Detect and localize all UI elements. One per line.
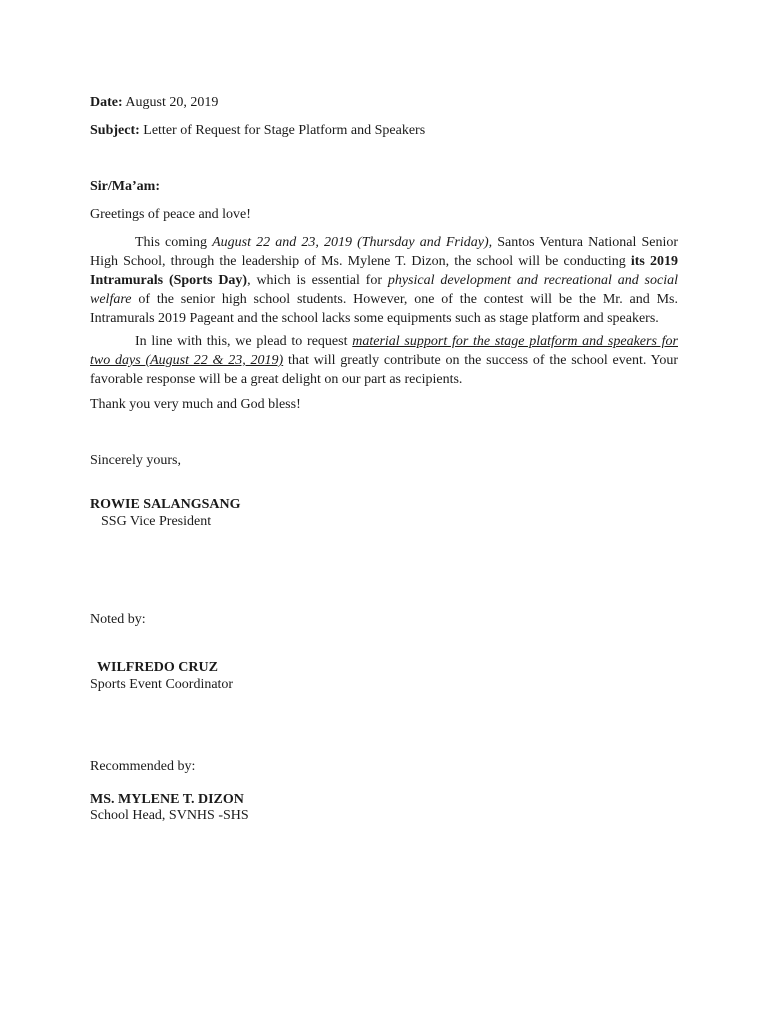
salutation: [90, 177, 160, 196]
date-label: Date:: [90, 95, 123, 110]
signer-title: SSG Vice President: [101, 514, 212, 529]
noted-label: Noted by:: [90, 612, 146, 627]
subject-label: Subject:: [90, 123, 140, 138]
p1-text-3: , which is essential for: [247, 273, 388, 288]
subject-value: Letter of Request for Stage Platform and Speakers: [143, 123, 426, 138]
p2-text-2: that will greatly contribute on the success of the school event. Your favorable response will be a great delight on our part as recipients.: [90, 353, 678, 387]
closing-line: Sincerely yours,: [90, 453, 181, 468]
thanks-line: Thank you very much and God bless!: [90, 397, 301, 412]
body-paragraph-1: [90, 233, 678, 328]
p2-text-1: In line with this, we plead to request: [135, 334, 353, 349]
recommended-name-text: MS. MYLENE T. DIZON: [90, 792, 244, 807]
p1-purpose: physical development and recreational and social welfare: [90, 273, 678, 307]
noted-name-text: WILFREDO CRUZ: [97, 660, 218, 675]
noted-title: Sports Event Coordinator: [90, 677, 234, 692]
salutation-text: Sir/Ma’am:: [90, 179, 160, 194]
p1-text-2: Santos Ventura National Senior High School, through the leadership of Ms. Mylene T. Dizon, the school will be conducting: [90, 235, 678, 269]
p1-event-dates: August 22 and 23, 2019 (Thursday and Friday),: [212, 235, 493, 250]
signer-name-text: ROWIE SALANGSANG: [90, 497, 241, 512]
p1-text-4: of the senior high school students. However, one of the contest will be the Mr. and Ms. Intramurals 2019 Pageant and the school lacks some equipments such as stage platform and speakers.: [90, 292, 678, 326]
p1-text-1: This coming: [135, 235, 213, 250]
greeting: Greetings of peace and love!: [90, 207, 251, 222]
body-paragraph-2: [90, 332, 678, 389]
recommended-title: School Head, SVNHS -SHS: [90, 808, 249, 823]
recommended-label: Recommended by:: [90, 759, 196, 774]
p1-event-name: its 2019 Intramurals (Sports Day): [90, 254, 679, 288]
date-value: August 20, 2019: [125, 95, 219, 110]
p2-request: material support for the stage platform and speakers for two days (August 22 & 23, 2019): [90, 334, 678, 368]
date-line: [90, 93, 218, 112]
subject-line: [90, 121, 425, 140]
